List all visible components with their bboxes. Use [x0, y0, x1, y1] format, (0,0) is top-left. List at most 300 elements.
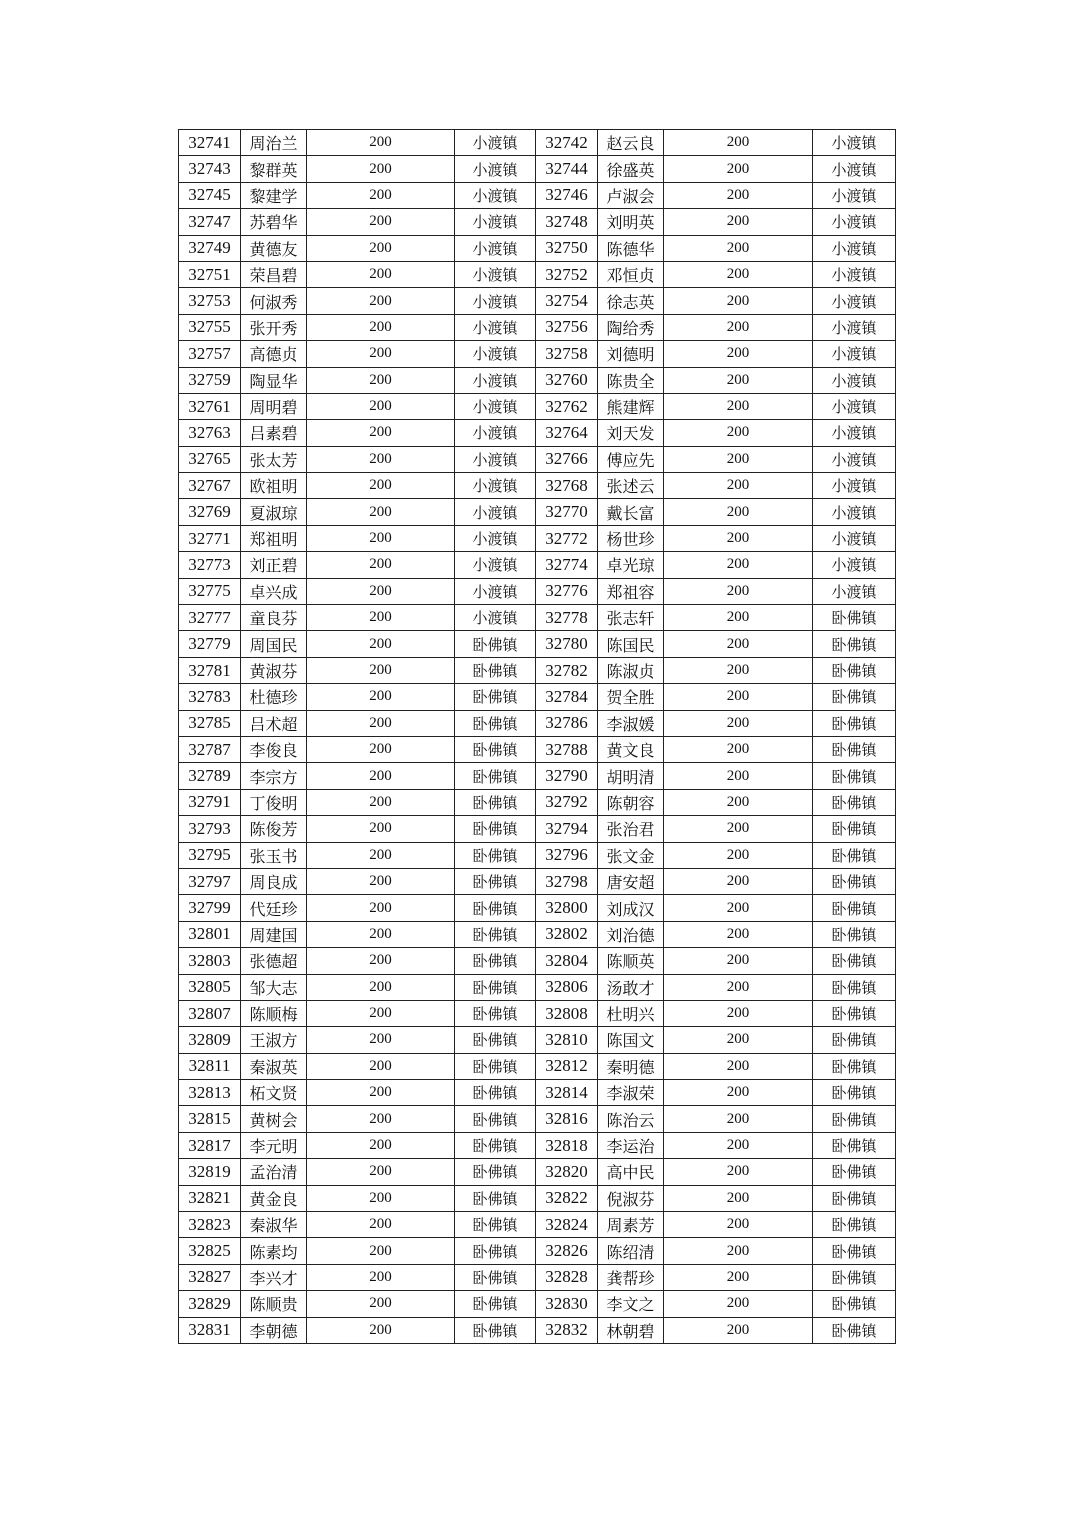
- record-number: 32742: [536, 130, 598, 156]
- town-name: 小渡镇: [813, 393, 896, 419]
- amount: 200: [307, 1238, 455, 1264]
- person-name: 卢淑会: [598, 182, 664, 208]
- person-name: 黎群英: [241, 156, 307, 182]
- amount: 200: [664, 895, 813, 921]
- town-name: 卧佛镇: [455, 974, 536, 1000]
- amount: 200: [664, 763, 813, 789]
- amount: 200: [664, 182, 813, 208]
- town-name: 卧佛镇: [455, 1132, 536, 1158]
- amount: 200: [664, 1159, 813, 1185]
- roster-body: [179, 130, 896, 1344]
- record-number: 32803: [179, 948, 241, 974]
- amount: 200: [307, 393, 455, 419]
- record-number: 32766: [536, 446, 598, 472]
- record-number: 32814: [536, 1080, 598, 1106]
- roster-table: [178, 129, 896, 1344]
- town-name: 小渡镇: [813, 341, 896, 367]
- table-row: [179, 921, 896, 947]
- record-number: 32787: [179, 736, 241, 762]
- town-name: 卧佛镇: [455, 710, 536, 736]
- person-name: 张文金: [598, 842, 664, 868]
- record-number: 32776: [536, 578, 598, 604]
- person-name: 秦淑英: [241, 1053, 307, 1079]
- record-number: 32808: [536, 1000, 598, 1026]
- record-number: 32750: [536, 235, 598, 261]
- town-name: 卧佛镇: [455, 736, 536, 762]
- town-name: 卧佛镇: [813, 1000, 896, 1026]
- person-name: 周建国: [241, 921, 307, 947]
- town-name: 小渡镇: [813, 235, 896, 261]
- person-name: 李文之: [598, 1291, 664, 1317]
- town-name: 小渡镇: [455, 446, 536, 472]
- table-row: [179, 130, 896, 156]
- record-number: 32754: [536, 288, 598, 314]
- person-name: 周明碧: [241, 393, 307, 419]
- record-number: 32801: [179, 921, 241, 947]
- table-row: [179, 1238, 896, 1264]
- record-number: 32763: [179, 420, 241, 446]
- person-name: 郑祖容: [598, 578, 664, 604]
- record-number: 32759: [179, 367, 241, 393]
- amount: 200: [307, 261, 455, 287]
- town-name: 卧佛镇: [455, 1185, 536, 1211]
- town-name: 卧佛镇: [455, 842, 536, 868]
- amount: 200: [307, 341, 455, 367]
- person-name: 李淑荣: [598, 1080, 664, 1106]
- record-number: 32751: [179, 261, 241, 287]
- person-name: 高中民: [598, 1159, 664, 1185]
- record-number: 32832: [536, 1317, 598, 1343]
- amount: 200: [307, 235, 455, 261]
- person-name: 胡明清: [598, 763, 664, 789]
- table-row: [179, 974, 896, 1000]
- record-number: 32764: [536, 420, 598, 446]
- person-name: 孟治清: [241, 1159, 307, 1185]
- table-row: [179, 499, 896, 525]
- person-name: 林朝碧: [598, 1317, 664, 1343]
- person-name: 周素芳: [598, 1212, 664, 1238]
- record-number: 32795: [179, 842, 241, 868]
- amount: 200: [664, 393, 813, 419]
- table-row: [179, 314, 896, 340]
- person-name: 陈朝容: [598, 789, 664, 815]
- town-name: 卧佛镇: [813, 1317, 896, 1343]
- town-name: 小渡镇: [813, 525, 896, 551]
- town-name: 小渡镇: [813, 261, 896, 287]
- amount: 200: [307, 1106, 455, 1132]
- amount: 200: [664, 1291, 813, 1317]
- town-name: 卧佛镇: [455, 1080, 536, 1106]
- person-name: 陈俊芳: [241, 816, 307, 842]
- town-name: 小渡镇: [455, 393, 536, 419]
- town-name: 卧佛镇: [813, 657, 896, 683]
- person-name: 黄德友: [241, 235, 307, 261]
- record-number: 32780: [536, 631, 598, 657]
- town-name: 卧佛镇: [813, 1264, 896, 1290]
- table-row: [179, 446, 896, 472]
- town-name: 卧佛镇: [455, 1027, 536, 1053]
- amount: 200: [664, 948, 813, 974]
- town-name: 卧佛镇: [455, 1317, 536, 1343]
- person-name: 赵云良: [598, 130, 664, 156]
- person-name: 杜德珍: [241, 684, 307, 710]
- town-name: 小渡镇: [813, 182, 896, 208]
- person-name: 黄淑芬: [241, 657, 307, 683]
- table-row: [179, 1080, 896, 1106]
- record-number: 32828: [536, 1264, 598, 1290]
- amount: 200: [307, 868, 455, 894]
- town-name: 卧佛镇: [813, 1053, 896, 1079]
- record-number: 32821: [179, 1185, 241, 1211]
- person-name: 丁俊明: [241, 789, 307, 815]
- person-name: 张治君: [598, 816, 664, 842]
- person-name: 陈顺梅: [241, 1000, 307, 1026]
- table-row: [179, 367, 896, 393]
- amount: 200: [664, 657, 813, 683]
- person-name: 李朝德: [241, 1317, 307, 1343]
- record-number: 32826: [536, 1238, 598, 1264]
- town-name: 小渡镇: [455, 420, 536, 446]
- amount: 200: [307, 789, 455, 815]
- amount: 200: [664, 261, 813, 287]
- record-number: 32807: [179, 1000, 241, 1026]
- town-name: 卧佛镇: [813, 1080, 896, 1106]
- amount: 200: [664, 367, 813, 393]
- amount: 200: [664, 341, 813, 367]
- record-number: 32749: [179, 235, 241, 261]
- town-name: 小渡镇: [455, 288, 536, 314]
- record-number: 32805: [179, 974, 241, 1000]
- person-name: 徐盛英: [598, 156, 664, 182]
- amount: 200: [664, 605, 813, 631]
- person-name: 戴长富: [598, 499, 664, 525]
- amount: 200: [307, 1185, 455, 1211]
- town-name: 小渡镇: [813, 130, 896, 156]
- amount: 200: [307, 446, 455, 472]
- amount: 200: [307, 710, 455, 736]
- person-name: 杜明兴: [598, 1000, 664, 1026]
- person-name: 刘明英: [598, 209, 664, 235]
- table-row: [179, 710, 896, 736]
- town-name: 卧佛镇: [455, 657, 536, 683]
- record-number: 32769: [179, 499, 241, 525]
- table-row: [179, 1106, 896, 1132]
- amount: 200: [664, 235, 813, 261]
- amount: 200: [307, 1000, 455, 1026]
- person-name: 陈顺贵: [241, 1291, 307, 1317]
- amount: 200: [664, 921, 813, 947]
- amount: 200: [664, 842, 813, 868]
- amount: 200: [307, 420, 455, 446]
- record-number: 32771: [179, 525, 241, 551]
- town-name: 小渡镇: [455, 499, 536, 525]
- person-name: 李运治: [598, 1132, 664, 1158]
- record-number: 32781: [179, 657, 241, 683]
- amount: 200: [664, 525, 813, 551]
- amount: 200: [664, 156, 813, 182]
- amount: 200: [664, 1106, 813, 1132]
- amount: 200: [664, 578, 813, 604]
- table-row: [179, 1132, 896, 1158]
- amount: 200: [664, 816, 813, 842]
- record-number: 32799: [179, 895, 241, 921]
- person-name: 周国民: [241, 631, 307, 657]
- town-name: 卧佛镇: [813, 1185, 896, 1211]
- town-name: 卧佛镇: [455, 868, 536, 894]
- person-name: 郑祖明: [241, 525, 307, 551]
- record-number: 32788: [536, 736, 598, 762]
- person-name: 苏碧华: [241, 209, 307, 235]
- record-number: 32784: [536, 684, 598, 710]
- town-name: 小渡镇: [455, 314, 536, 340]
- amount: 200: [307, 1027, 455, 1053]
- amount: 200: [307, 605, 455, 631]
- record-number: 32744: [536, 156, 598, 182]
- table-row: [179, 156, 896, 182]
- amount: 200: [307, 209, 455, 235]
- town-name: 小渡镇: [455, 525, 536, 551]
- table-row: [179, 1159, 896, 1185]
- town-name: 卧佛镇: [455, 763, 536, 789]
- town-name: 卧佛镇: [455, 1053, 536, 1079]
- person-name: 陈国文: [598, 1027, 664, 1053]
- person-name: 荣昌碧: [241, 261, 307, 287]
- town-name: 卧佛镇: [455, 1000, 536, 1026]
- record-number: 32816: [536, 1106, 598, 1132]
- person-name: 张述云: [598, 473, 664, 499]
- person-name: 周治兰: [241, 130, 307, 156]
- person-name: 欧祖明: [241, 473, 307, 499]
- table-row: [179, 605, 896, 631]
- person-name: 刘天发: [598, 420, 664, 446]
- town-name: 卧佛镇: [813, 1238, 896, 1264]
- person-name: 陈绍清: [598, 1238, 664, 1264]
- record-number: 32818: [536, 1132, 598, 1158]
- person-name: 熊建辉: [598, 393, 664, 419]
- town-name: 卧佛镇: [813, 948, 896, 974]
- amount: 200: [307, 948, 455, 974]
- town-name: 卧佛镇: [813, 710, 896, 736]
- record-number: 32741: [179, 130, 241, 156]
- town-name: 卧佛镇: [813, 1132, 896, 1158]
- amount: 200: [307, 1080, 455, 1106]
- person-name: 卓兴成: [241, 578, 307, 604]
- amount: 200: [664, 710, 813, 736]
- record-number: 32792: [536, 789, 598, 815]
- person-name: 陈素均: [241, 1238, 307, 1264]
- person-name: 李俊良: [241, 736, 307, 762]
- record-number: 32783: [179, 684, 241, 710]
- amount: 200: [307, 1317, 455, 1343]
- town-name: 卧佛镇: [813, 631, 896, 657]
- town-name: 卧佛镇: [455, 948, 536, 974]
- town-name: 小渡镇: [813, 420, 896, 446]
- person-name: 夏淑琼: [241, 499, 307, 525]
- record-number: 32745: [179, 182, 241, 208]
- record-number: 32812: [536, 1053, 598, 1079]
- record-number: 32796: [536, 842, 598, 868]
- table-row: [179, 578, 896, 604]
- table-row: [179, 420, 896, 446]
- record-number: 32806: [536, 974, 598, 1000]
- person-name: 龚帮珍: [598, 1264, 664, 1290]
- record-number: 32765: [179, 446, 241, 472]
- person-name: 周良成: [241, 868, 307, 894]
- amount: 200: [307, 974, 455, 1000]
- record-number: 32823: [179, 1212, 241, 1238]
- record-number: 32829: [179, 1291, 241, 1317]
- town-name: 卧佛镇: [455, 921, 536, 947]
- amount: 200: [664, 1185, 813, 1211]
- person-name: 徐志英: [598, 288, 664, 314]
- amount: 200: [664, 130, 813, 156]
- town-name: 小渡镇: [813, 552, 896, 578]
- table-row: [179, 1212, 896, 1238]
- town-name: 卧佛镇: [813, 868, 896, 894]
- table-row: [179, 525, 896, 551]
- record-number: 32777: [179, 605, 241, 631]
- town-name: 卧佛镇: [813, 1106, 896, 1132]
- record-number: 32760: [536, 367, 598, 393]
- town-name: 小渡镇: [813, 578, 896, 604]
- record-number: 32770: [536, 499, 598, 525]
- amount: 200: [307, 1212, 455, 1238]
- amount: 200: [307, 1264, 455, 1290]
- amount: 200: [664, 1132, 813, 1158]
- record-number: 32797: [179, 868, 241, 894]
- record-number: 32775: [179, 578, 241, 604]
- record-number: 32813: [179, 1080, 241, 1106]
- record-number: 32767: [179, 473, 241, 499]
- person-name: 黎建学: [241, 182, 307, 208]
- amount: 200: [664, 552, 813, 578]
- town-name: 卧佛镇: [455, 789, 536, 815]
- table-row: [179, 895, 896, 921]
- table-row: [179, 657, 896, 683]
- person-name: 邹大志: [241, 974, 307, 1000]
- table-row: [179, 1264, 896, 1290]
- record-number: 32791: [179, 789, 241, 815]
- record-number: 32825: [179, 1238, 241, 1264]
- person-name: 刘正碧: [241, 552, 307, 578]
- town-name: 小渡镇: [813, 499, 896, 525]
- person-name: 张太芳: [241, 446, 307, 472]
- record-number: 32756: [536, 314, 598, 340]
- amount: 200: [664, 1264, 813, 1290]
- record-number: 32830: [536, 1291, 598, 1317]
- town-name: 卧佛镇: [813, 895, 896, 921]
- town-name: 小渡镇: [455, 156, 536, 182]
- record-number: 32768: [536, 473, 598, 499]
- table-row: [179, 842, 896, 868]
- amount: 200: [664, 420, 813, 446]
- record-number: 32753: [179, 288, 241, 314]
- town-name: 卧佛镇: [455, 1212, 536, 1238]
- town-name: 小渡镇: [813, 314, 896, 340]
- table-row: [179, 341, 896, 367]
- record-number: 32822: [536, 1185, 598, 1211]
- record-number: 32831: [179, 1317, 241, 1343]
- table-row: [179, 1027, 896, 1053]
- record-number: 32804: [536, 948, 598, 974]
- town-name: 小渡镇: [455, 473, 536, 499]
- person-name: 何淑秀: [241, 288, 307, 314]
- table-row: [179, 473, 896, 499]
- person-name: 李元明: [241, 1132, 307, 1158]
- record-number: 32761: [179, 393, 241, 419]
- amount: 200: [307, 525, 455, 551]
- record-number: 32752: [536, 261, 598, 287]
- record-number: 32800: [536, 895, 598, 921]
- amount: 200: [307, 895, 455, 921]
- table-row: [179, 736, 896, 762]
- amount: 200: [664, 974, 813, 1000]
- record-number: 32820: [536, 1159, 598, 1185]
- record-number: 32758: [536, 341, 598, 367]
- amount: 200: [307, 367, 455, 393]
- town-name: 卧佛镇: [455, 1159, 536, 1185]
- town-name: 小渡镇: [455, 261, 536, 287]
- table-row: [179, 182, 896, 208]
- record-number: 32786: [536, 710, 598, 736]
- amount: 200: [664, 1080, 813, 1106]
- person-name: 陈淑贞: [598, 657, 664, 683]
- amount: 200: [307, 182, 455, 208]
- amount: 200: [307, 684, 455, 710]
- person-name: 陈治云: [598, 1106, 664, 1132]
- town-name: 卧佛镇: [455, 1106, 536, 1132]
- amount: 200: [664, 1053, 813, 1079]
- person-name: 陶给秀: [598, 314, 664, 340]
- town-name: 卧佛镇: [813, 974, 896, 1000]
- amount: 200: [307, 1053, 455, 1079]
- amount: 200: [307, 130, 455, 156]
- table-row: [179, 261, 896, 287]
- town-name: 小渡镇: [455, 209, 536, 235]
- amount: 200: [307, 921, 455, 947]
- record-number: 32785: [179, 710, 241, 736]
- amount: 200: [307, 763, 455, 789]
- town-name: 卧佛镇: [455, 631, 536, 657]
- amount: 200: [307, 1159, 455, 1185]
- person-name: 高德贞: [241, 341, 307, 367]
- person-name: 张志轩: [598, 605, 664, 631]
- town-name: 小渡镇: [455, 182, 536, 208]
- town-name: 小渡镇: [813, 156, 896, 182]
- amount: 200: [664, 288, 813, 314]
- town-name: 卧佛镇: [813, 1212, 896, 1238]
- town-name: 卧佛镇: [455, 1264, 536, 1290]
- person-name: 李兴才: [241, 1264, 307, 1290]
- amount: 200: [664, 868, 813, 894]
- town-name: 卧佛镇: [813, 1291, 896, 1317]
- record-number: 32790: [536, 763, 598, 789]
- person-name: 邓恒贞: [598, 261, 664, 287]
- town-name: 小渡镇: [455, 552, 536, 578]
- amount: 200: [307, 473, 455, 499]
- record-number: 32755: [179, 314, 241, 340]
- table-row: [179, 1000, 896, 1026]
- town-name: 小渡镇: [455, 235, 536, 261]
- person-name: 张开秀: [241, 314, 307, 340]
- table-row: [179, 948, 896, 974]
- person-name: 代廷珍: [241, 895, 307, 921]
- amount: 200: [664, 736, 813, 762]
- amount: 200: [664, 1212, 813, 1238]
- amount: 200: [664, 1238, 813, 1264]
- amount: 200: [307, 736, 455, 762]
- town-name: 小渡镇: [455, 367, 536, 393]
